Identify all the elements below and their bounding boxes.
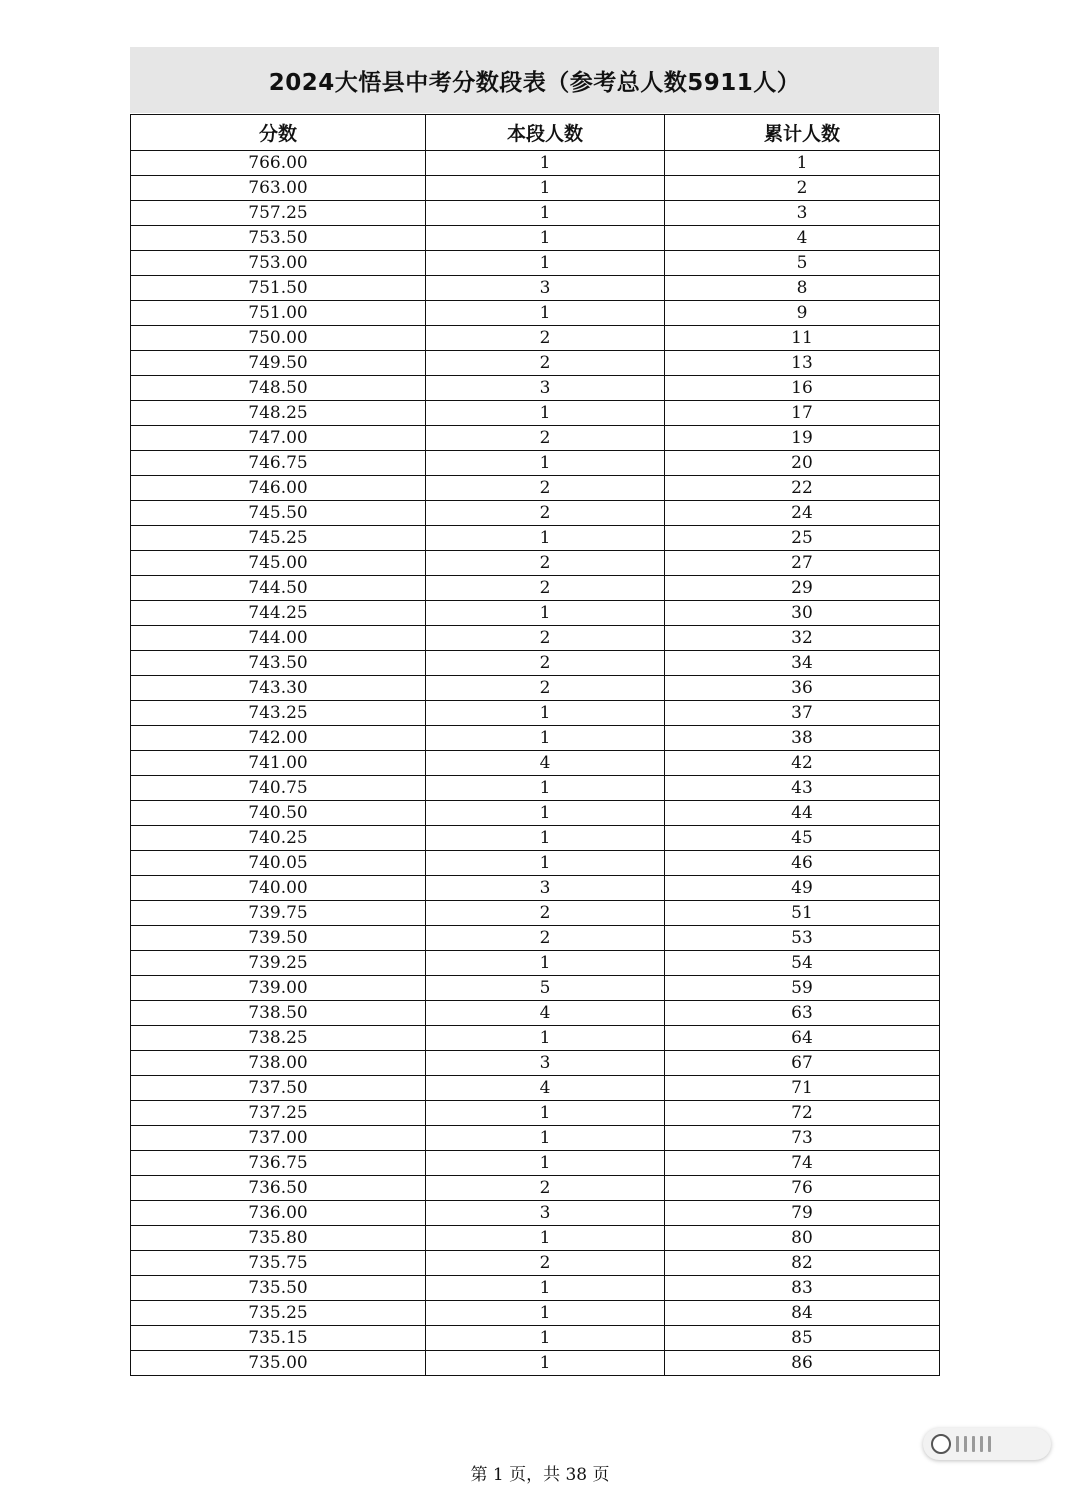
- table-row: [131, 751, 940, 776]
- score-cell: 750.00: [131, 326, 426, 351]
- scroll-handle[interactable]: [923, 1428, 1051, 1460]
- count-cell: 2: [426, 1176, 665, 1201]
- scroll-handle-icon[interactable]: [931, 1434, 951, 1454]
- score-cell: 757.25: [131, 201, 426, 226]
- table-row: [131, 501, 940, 526]
- cumulative-cell: 11: [665, 326, 940, 351]
- count-cell: 1: [426, 1026, 665, 1051]
- score-cell: 744.50: [131, 576, 426, 601]
- count-cell: 3: [426, 1051, 665, 1076]
- cumulative-cell: 3: [665, 201, 940, 226]
- cumulative-cell: 32: [665, 626, 940, 651]
- count-cell: 1: [426, 1101, 665, 1126]
- table-row: [131, 976, 940, 1001]
- cumulative-cell: 43: [665, 776, 940, 801]
- count-cell: 5: [426, 976, 665, 1001]
- page-title: 2024大悟县中考分数段表（参考总人数5911人）: [268, 69, 801, 96]
- table-row: [131, 901, 940, 926]
- count-cell: 4: [426, 751, 665, 776]
- column-header-count: 本段人数: [426, 115, 665, 151]
- table-row: [131, 451, 940, 476]
- table-row: [131, 1176, 940, 1201]
- table-row: [131, 1126, 940, 1151]
- table-row: [131, 776, 940, 801]
- table-row: [131, 726, 940, 751]
- cumulative-cell: 5: [665, 251, 940, 276]
- count-cell: 3: [426, 876, 665, 901]
- cumulative-cell: 49: [665, 876, 940, 901]
- cumulative-cell: 20: [665, 451, 940, 476]
- cumulative-cell: 22: [665, 476, 940, 501]
- page-footer: 第 1 页，共 38 页: [470, 1465, 610, 1485]
- cumulative-cell: 84: [665, 1301, 940, 1326]
- count-cell: 1: [426, 1351, 665, 1376]
- score-cell: 740.05: [131, 851, 426, 876]
- score-cell: 737.50: [131, 1076, 426, 1101]
- score-cell: 743.30: [131, 676, 426, 701]
- score-cell: 746.75: [131, 451, 426, 476]
- count-cell: 1: [426, 851, 665, 876]
- scroll-grip-icon: [964, 1436, 967, 1452]
- scroll-grip-icon: [956, 1436, 959, 1452]
- table-row: [131, 151, 940, 176]
- cumulative-cell: 25: [665, 526, 940, 551]
- table-row: [131, 1101, 940, 1126]
- count-cell: 2: [426, 551, 665, 576]
- count-cell: 1: [426, 776, 665, 801]
- count-cell: 1: [426, 1326, 665, 1351]
- table-row: [131, 476, 940, 501]
- cumulative-cell: 71: [665, 1076, 940, 1101]
- count-cell: 3: [426, 1201, 665, 1226]
- table-header-row: [131, 115, 940, 151]
- score-cell: 735.50: [131, 1276, 426, 1301]
- cumulative-cell: 34: [665, 651, 940, 676]
- cumulative-cell: 63: [665, 1001, 940, 1026]
- table-row: [131, 926, 940, 951]
- score-cell: 751.00: [131, 301, 426, 326]
- table-row: [131, 651, 940, 676]
- count-cell: 1: [426, 951, 665, 976]
- score-cell: 747.00: [131, 426, 426, 451]
- count-cell: 1: [426, 801, 665, 826]
- score-cell: 735.00: [131, 1351, 426, 1376]
- table-row: [131, 301, 940, 326]
- count-cell: 1: [426, 401, 665, 426]
- count-cell: 1: [426, 1226, 665, 1251]
- table-row: [131, 701, 940, 726]
- score-cell: 746.00: [131, 476, 426, 501]
- score-cell: 745.00: [131, 551, 426, 576]
- score-cell: 737.25: [131, 1101, 426, 1126]
- score-cell: 740.50: [131, 801, 426, 826]
- count-cell: 2: [426, 626, 665, 651]
- score-cell: 743.25: [131, 701, 426, 726]
- cumulative-cell: 38: [665, 726, 940, 751]
- count-cell: 2: [426, 926, 665, 951]
- count-cell: 1: [426, 1276, 665, 1301]
- cumulative-cell: 13: [665, 351, 940, 376]
- cumulative-cell: 73: [665, 1126, 940, 1151]
- count-cell: 1: [426, 251, 665, 276]
- table-row: [131, 1226, 940, 1251]
- table-row: [131, 876, 940, 901]
- score-cell: 739.00: [131, 976, 426, 1001]
- score-cell: 753.50: [131, 226, 426, 251]
- table-row: [131, 201, 940, 226]
- table-row: [131, 176, 940, 201]
- cumulative-cell: 74: [665, 1151, 940, 1176]
- score-cell: 739.50: [131, 926, 426, 951]
- score-cell: 740.75: [131, 776, 426, 801]
- table-row: [131, 251, 940, 276]
- count-cell: 2: [426, 351, 665, 376]
- count-cell: 1: [426, 226, 665, 251]
- cumulative-cell: 24: [665, 501, 940, 526]
- cumulative-cell: 85: [665, 1326, 940, 1351]
- table-row: [131, 626, 940, 651]
- score-cell: 738.50: [131, 1001, 426, 1026]
- count-cell: 2: [426, 476, 665, 501]
- table-row: [131, 1201, 940, 1226]
- cumulative-cell: 51: [665, 901, 940, 926]
- table-row: [131, 526, 940, 551]
- table-row: [131, 326, 940, 351]
- score-cell: 738.25: [131, 1026, 426, 1051]
- count-cell: 4: [426, 1001, 665, 1026]
- table-row: [131, 951, 940, 976]
- score-cell: 742.00: [131, 726, 426, 751]
- count-cell: 2: [426, 501, 665, 526]
- count-cell: 2: [426, 676, 665, 701]
- cumulative-cell: 86: [665, 1351, 940, 1376]
- cumulative-cell: 30: [665, 601, 940, 626]
- score-cell: 743.50: [131, 651, 426, 676]
- cumulative-cell: 9: [665, 301, 940, 326]
- score-cell: 763.00: [131, 176, 426, 201]
- table-row: [131, 1251, 940, 1276]
- table-row: [131, 1001, 940, 1026]
- score-cell: 744.00: [131, 626, 426, 651]
- cumulative-cell: 67: [665, 1051, 940, 1076]
- table-row: [131, 1051, 940, 1076]
- table-row: [131, 1351, 940, 1376]
- score-table: [130, 114, 940, 1376]
- score-cell: 740.25: [131, 826, 426, 851]
- score-cell: 748.50: [131, 376, 426, 401]
- score-cell: 749.50: [131, 351, 426, 376]
- count-cell: 1: [426, 151, 665, 176]
- cumulative-cell: 2: [665, 176, 940, 201]
- table-row: [131, 801, 940, 826]
- score-cell: 753.00: [131, 251, 426, 276]
- cumulative-cell: 79: [665, 1201, 940, 1226]
- cumulative-cell: 16: [665, 376, 940, 401]
- column-header-cumulative: 累计人数: [665, 115, 940, 151]
- score-cell: 739.25: [131, 951, 426, 976]
- score-cell: 745.25: [131, 526, 426, 551]
- table-row: [131, 1076, 940, 1101]
- count-cell: 1: [426, 1301, 665, 1326]
- cumulative-cell: 27: [665, 551, 940, 576]
- table-row: [131, 226, 940, 251]
- count-cell: 3: [426, 276, 665, 301]
- cumulative-cell: 44: [665, 801, 940, 826]
- score-cell: 736.00: [131, 1201, 426, 1226]
- table-row: [131, 676, 940, 701]
- count-cell: 2: [426, 326, 665, 351]
- cumulative-cell: 19: [665, 426, 940, 451]
- cumulative-cell: 37: [665, 701, 940, 726]
- score-cell: 735.25: [131, 1301, 426, 1326]
- count-cell: 4: [426, 1076, 665, 1101]
- cumulative-cell: 64: [665, 1026, 940, 1051]
- count-cell: 1: [426, 201, 665, 226]
- cumulative-cell: 80: [665, 1226, 940, 1251]
- count-cell: 2: [426, 426, 665, 451]
- count-cell: 1: [426, 526, 665, 551]
- cumulative-cell: 4: [665, 226, 940, 251]
- count-cell: 1: [426, 176, 665, 201]
- title-bar: [130, 47, 939, 113]
- column-header-score: 分数: [131, 115, 426, 151]
- score-cell: 744.25: [131, 601, 426, 626]
- count-cell: 2: [426, 576, 665, 601]
- score-cell: 739.75: [131, 901, 426, 926]
- score-cell: 748.25: [131, 401, 426, 426]
- table-row: [131, 1301, 940, 1326]
- count-cell: 2: [426, 1251, 665, 1276]
- count-cell: 1: [426, 301, 665, 326]
- table-row: [131, 1026, 940, 1051]
- cumulative-cell: 29: [665, 576, 940, 601]
- count-cell: 1: [426, 1151, 665, 1176]
- score-cell: 738.00: [131, 1051, 426, 1076]
- cumulative-cell: 76: [665, 1176, 940, 1201]
- score-cell: 735.75: [131, 1251, 426, 1276]
- table-row: [131, 376, 940, 401]
- cumulative-cell: 1: [665, 151, 940, 176]
- score-cell: 741.00: [131, 751, 426, 776]
- count-cell: 1: [426, 701, 665, 726]
- score-cell: 735.80: [131, 1226, 426, 1251]
- score-cell: 745.50: [131, 501, 426, 526]
- score-cell: 736.50: [131, 1176, 426, 1201]
- scroll-grip-icon: [980, 1436, 983, 1452]
- count-cell: 1: [426, 451, 665, 476]
- count-cell: 1: [426, 826, 665, 851]
- cumulative-cell: 72: [665, 1101, 940, 1126]
- cumulative-cell: 36: [665, 676, 940, 701]
- cumulative-cell: 46: [665, 851, 940, 876]
- count-cell: 1: [426, 601, 665, 626]
- table-row: [131, 1151, 940, 1176]
- table-row: [131, 276, 940, 301]
- table-row: [131, 826, 940, 851]
- table-row: [131, 851, 940, 876]
- cumulative-cell: 83: [665, 1276, 940, 1301]
- count-cell: 2: [426, 901, 665, 926]
- cumulative-cell: 53: [665, 926, 940, 951]
- table-row: [131, 1276, 940, 1301]
- scroll-grip-icon: [988, 1436, 991, 1452]
- cumulative-cell: 42: [665, 751, 940, 776]
- scroll-grip-icon: [972, 1436, 975, 1452]
- cumulative-cell: 54: [665, 951, 940, 976]
- count-cell: 2: [426, 651, 665, 676]
- count-cell: 1: [426, 726, 665, 751]
- count-cell: 1: [426, 1126, 665, 1151]
- table-row: [131, 551, 940, 576]
- cumulative-cell: 82: [665, 1251, 940, 1276]
- table-body: [131, 151, 940, 1376]
- score-cell: 766.00: [131, 151, 426, 176]
- cumulative-cell: 45: [665, 826, 940, 851]
- score-cell: 736.75: [131, 1151, 426, 1176]
- count-cell: 3: [426, 376, 665, 401]
- score-cell: 735.15: [131, 1326, 426, 1351]
- cumulative-cell: 59: [665, 976, 940, 1001]
- table-row: [131, 351, 940, 376]
- table-row: [131, 426, 940, 451]
- cumulative-cell: 17: [665, 401, 940, 426]
- score-cell: 751.50: [131, 276, 426, 301]
- table-row: [131, 401, 940, 426]
- table-row: [131, 576, 940, 601]
- table-row: [131, 601, 940, 626]
- score-cell: 740.00: [131, 876, 426, 901]
- score-cell: 737.00: [131, 1126, 426, 1151]
- cumulative-cell: 8: [665, 276, 940, 301]
- table-row: [131, 1326, 940, 1351]
